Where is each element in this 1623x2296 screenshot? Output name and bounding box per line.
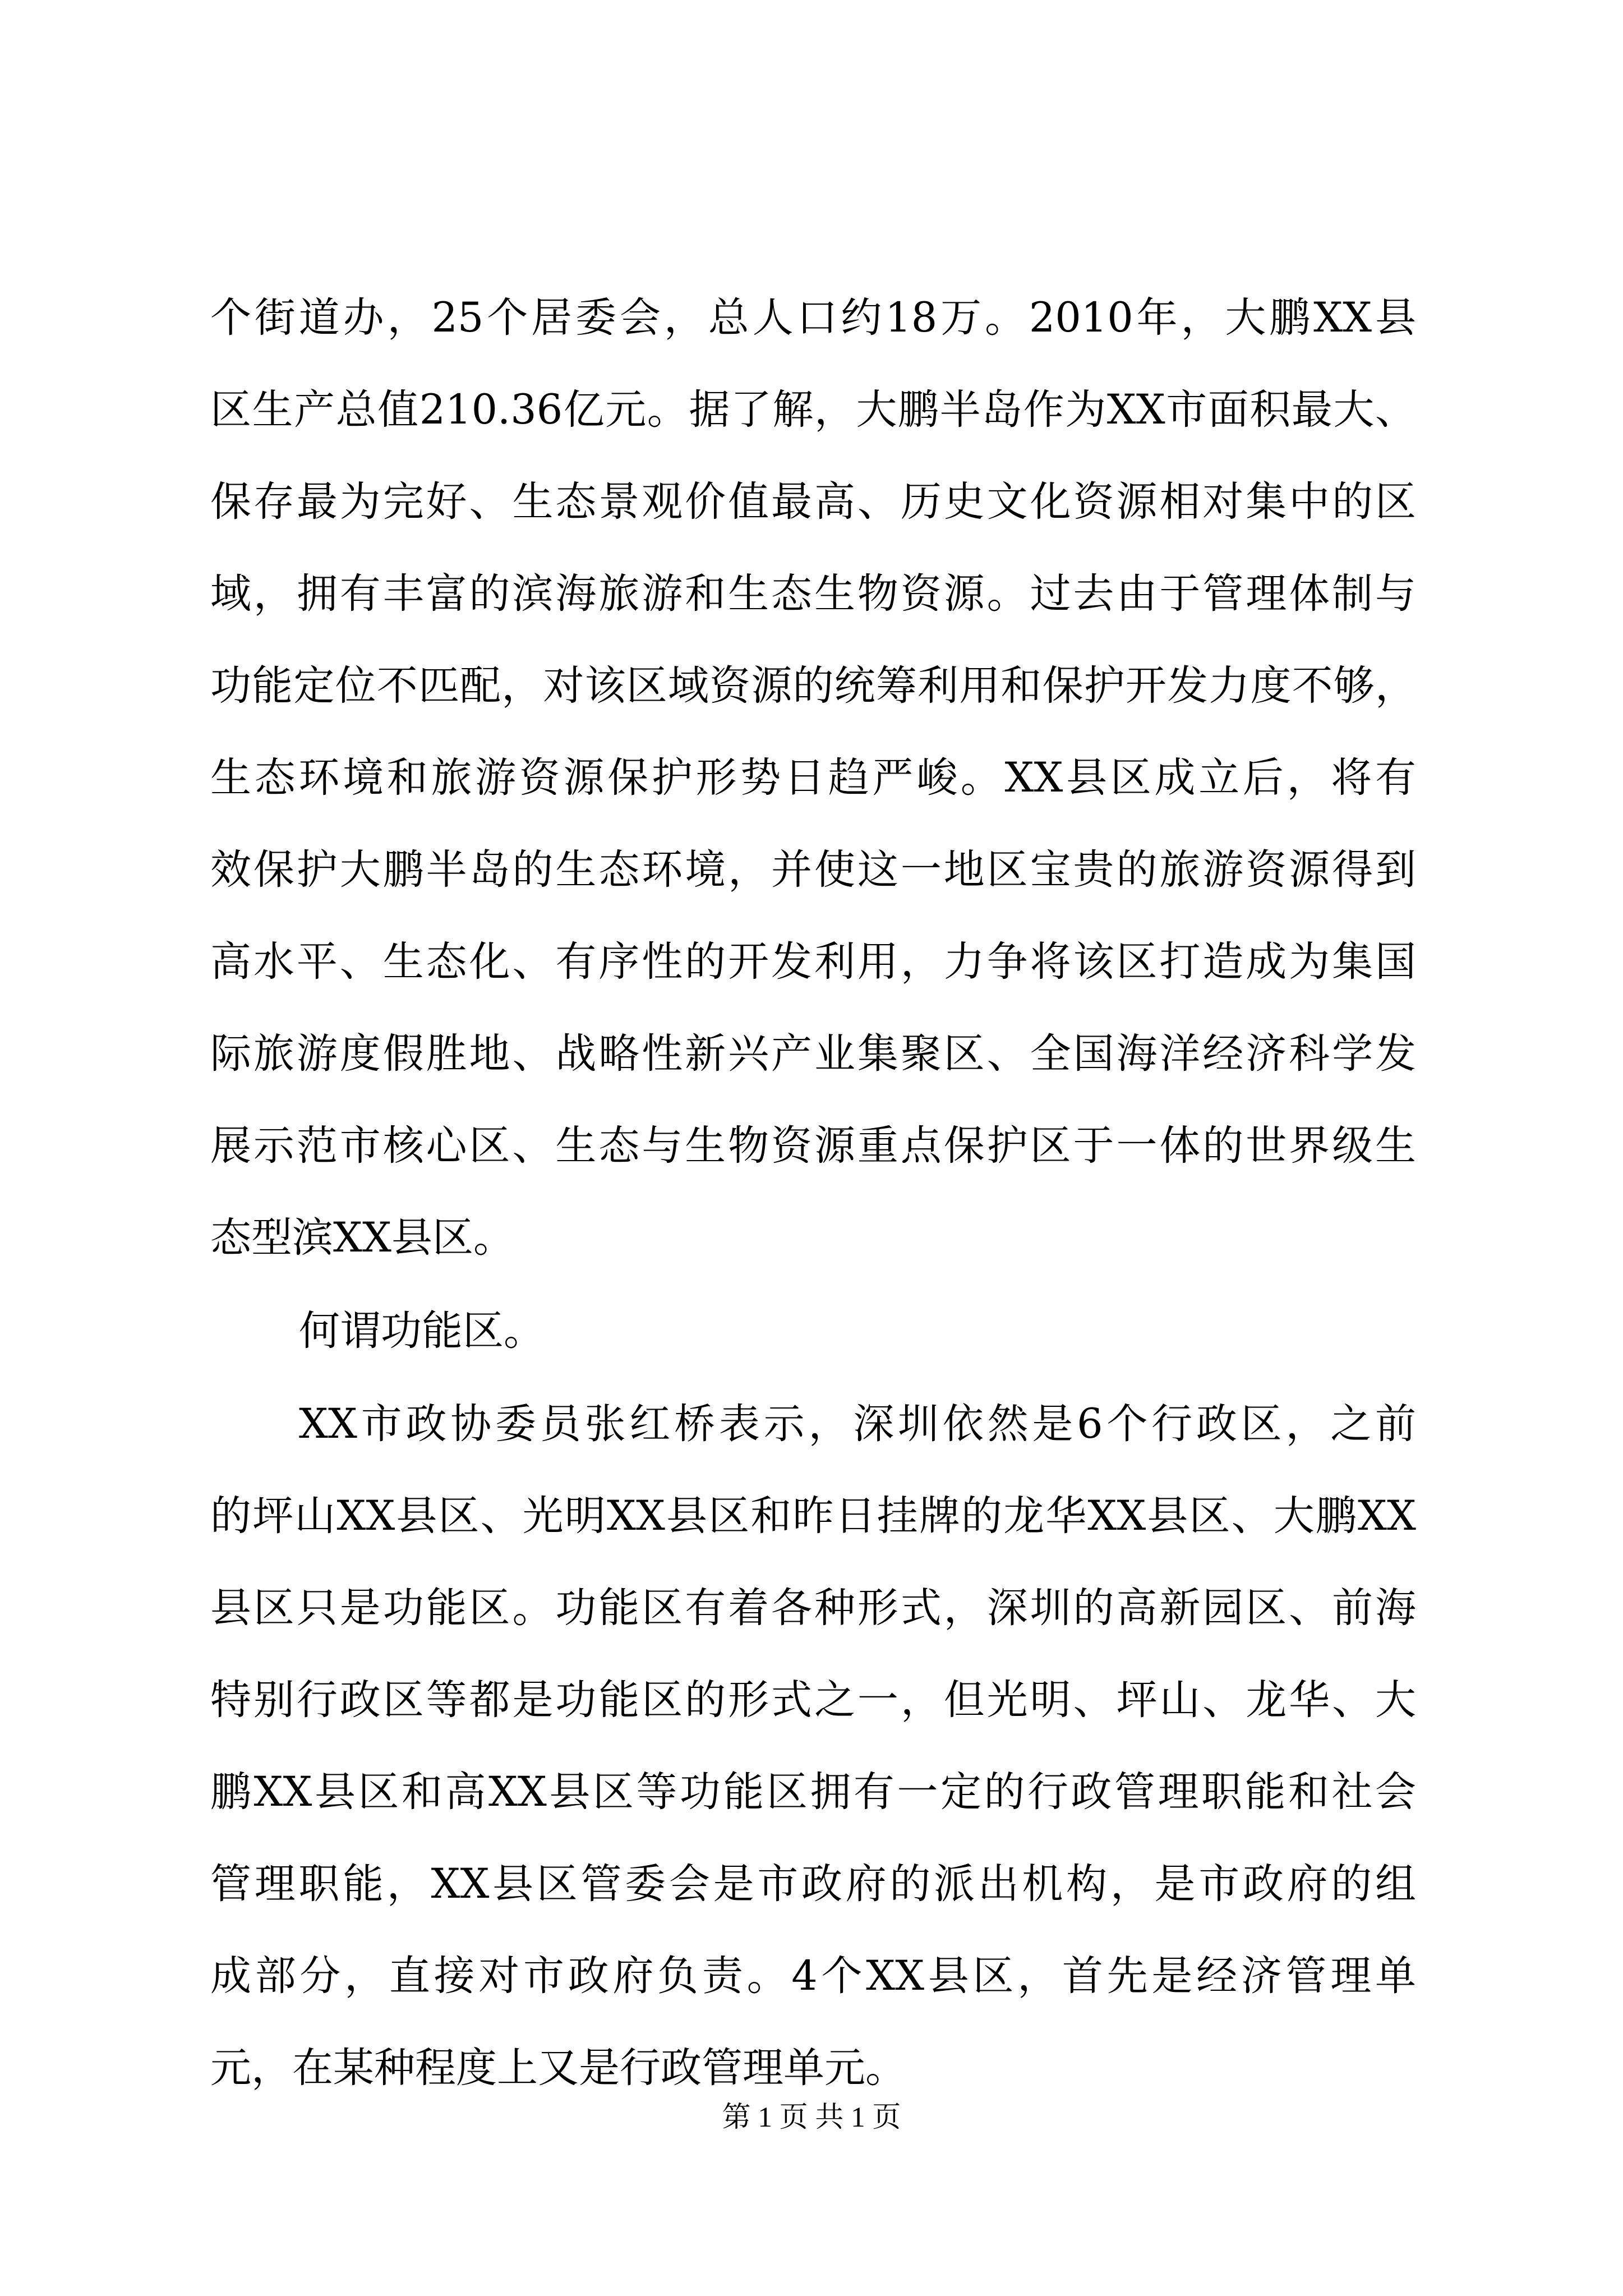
paragraph-3-line-3: 县区只是功能区。功能区有着各种形式，深圳的高新园区、前海 <box>210 1584 1416 1632</box>
paragraph-3-line-8: 元，在某种程度上又是行政管理单元。 <box>210 2044 906 2092</box>
paragraph-3-line-4: 特别行政区等都是功能区的形式之一，但光明、坪山、龙华、大 <box>210 1676 1416 1724</box>
paragraph-3-line-5: 鹏XX县区和高XX县区等功能区拥有一定的行政管理职能和社会 <box>210 1768 1416 1816</box>
paragraph-1-line-8: 高水平、生态化、有序性的开发利用，力争将该区打造成为集国 <box>210 938 1416 986</box>
paragraph-3-line-1: XX市政协委员张红桥表示，深圳依然是6个行政区，之前 <box>299 1400 1416 1448</box>
paragraph-1-line-3: 保存最为完好、生态景观价值最高、历史文化资源相对集中的区 <box>210 478 1416 526</box>
paragraph-1-line-6: 生态环境和旅游资源保护形势日趋严峻。XX县区成立后，将有 <box>210 754 1416 802</box>
paragraph-1-line-1: 个街道办，25个居委会，总人口约18万。2010年，大鹏XX县 <box>210 294 1416 342</box>
paragraph-3-line-2: 的坪山XX县区、光明XX县区和昨日挂牌的龙华XX县区、大鹏XX <box>210 1492 1416 1540</box>
page-footer-label: 第 1 页 共 1 页 <box>722 2102 901 2133</box>
paragraph-1-line-7: 效保护大鹏半岛的生态环境，并使这一地区宝贵的旅游资源得到 <box>210 846 1416 894</box>
paragraph-2-line-1: 何谓功能区。 <box>299 1307 545 1355</box>
paragraph-3-line-7: 成部分，直接对市政府负责。4个XX县区，首先是经济管理单 <box>210 1952 1416 2000</box>
paragraph-1-line-4: 域，拥有丰富的滨海旅游和生态生物资源。过去由于管理体制与 <box>210 570 1416 618</box>
paragraph-1-line-11: 态型滨XX县区。 <box>210 1214 514 1262</box>
paragraph-1-line-9: 际旅游度假胜地、战略性新兴产业集聚区、全国海洋经济科学发 <box>210 1030 1416 1078</box>
paragraph-1-line-5: 功能定位不匹配，对该区域资源的统筹利用和保护开发力度不够， <box>210 662 1416 710</box>
paragraph-1-line-10: 展示范市核心区、生态与生物资源重点保护区于一体的世界级生 <box>210 1122 1416 1170</box>
paragraph-3-line-6: 管理职能，XX县区管委会是市政府的派出机构，是市政府的组 <box>210 1860 1416 1908</box>
paragraph-1-line-2: 区生产总值210.36亿元。据了解，大鹏半岛作为XX市面积最大、 <box>210 386 1416 434</box>
